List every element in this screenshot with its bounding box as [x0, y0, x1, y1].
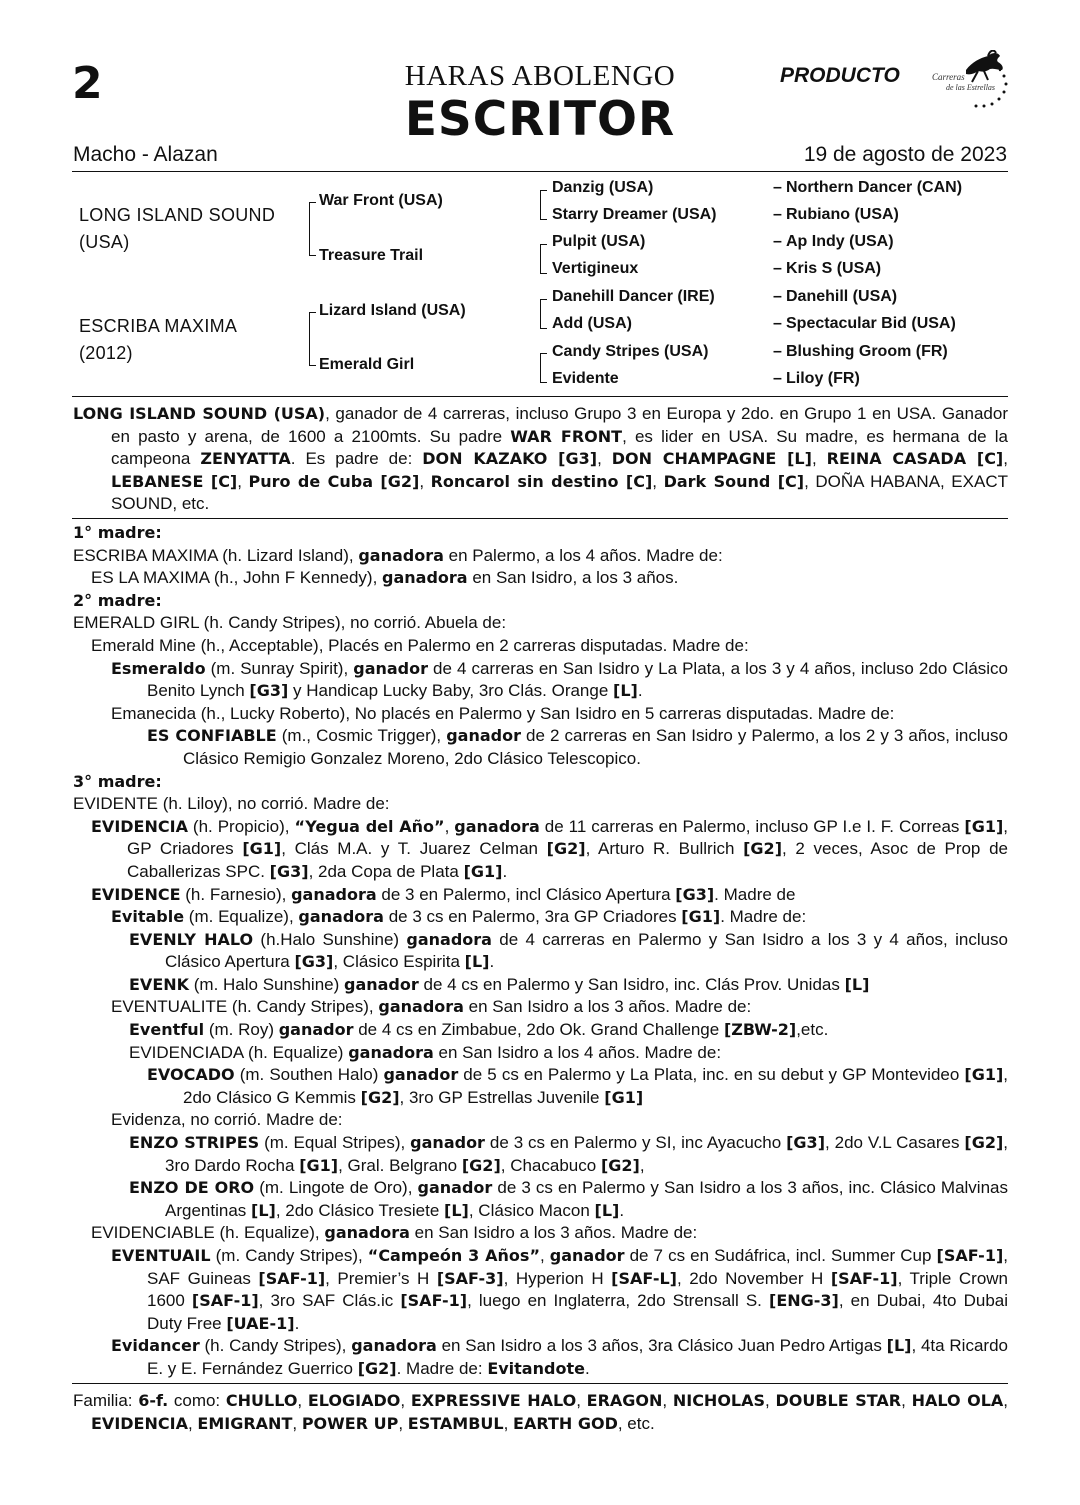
text: , GP Criadores: [127, 816, 1008, 859]
bold-text: ERAGON: [586, 1391, 663, 1410]
text: como:: [168, 1391, 226, 1410]
bold-text: Dark Sound [C]: [663, 471, 805, 491]
text: . Es padre de:: [290, 449, 423, 469]
text: , 3ro Dardo Rocha: [165, 1133, 1008, 1175]
bold-text: [G3]: [675, 884, 715, 904]
bold-text: [G1]: [964, 1065, 1004, 1085]
producto-label: PRODUCTO: [780, 64, 900, 87]
sire-description: [73, 403, 1008, 516]
text: , Clásico Espirita: [333, 952, 465, 972]
bold-text: Evitandote: [487, 1358, 585, 1378]
second-dam-offspring: Emerald Mine (h., Acceptable), Placés en Palermo en 2 carreras disputadas. Madre de:: [91, 635, 749, 655]
horse-name: ESCRITOR: [404, 92, 676, 147]
text: (m. Halo Sunshine): [189, 974, 344, 994]
text: .: [637, 681, 643, 701]
text: en San Isidro a los 4 años. Madre de:: [433, 1042, 722, 1062]
bold-text: [L]: [444, 1200, 469, 1220]
bold-text: ganador: [343, 974, 419, 994]
third-dam-entry: [73, 1335, 1008, 1380]
bold-text: ganadora: [298, 907, 384, 927]
bold-text: ganadora: [291, 884, 377, 904]
bold-text: [L]: [613, 681, 638, 701]
second-dam-grandchild: [73, 658, 1008, 703]
sire-divider: [72, 518, 1008, 519]
pedigree-bracket: [309, 312, 310, 366]
pedigree-bracket: [540, 244, 541, 274]
bold-text: EVENTUAIL: [111, 1246, 211, 1265]
third-dam-entry: [73, 1132, 1008, 1177]
third-dam-entry: [73, 1064, 1008, 1109]
bold-text: ENZO STRIPES: [129, 1133, 260, 1153]
text: (m. Candy Stripes),: [210, 1246, 368, 1265]
pedigree-bracket: [540, 353, 541, 383]
logo-text-estrellas: de las Estrellas: [946, 83, 996, 92]
bold-text: [L]: [464, 952, 490, 972]
pedigree-g4: Blushing Groom (FR): [786, 343, 948, 360]
bold-text: [ENG-3]: [769, 1291, 839, 1311]
text: ,: [652, 471, 664, 491]
text: , 2do V.L Casares: [825, 1133, 965, 1153]
sire-origin: (USA): [79, 232, 130, 252]
text: . Madre de: [714, 884, 796, 904]
text: , Arturo R. Bullrich: [585, 839, 744, 859]
bold-text: ganadora: [378, 997, 464, 1017]
dash: –: [773, 179, 782, 196]
sex-color: Macho - Alazan: [73, 143, 218, 166]
text: de 3 en Palermo, incl Clásico Apertura: [376, 884, 676, 904]
text: , Hyperion H: [503, 1268, 612, 1288]
text: , 3ro SAF Clás.ic: [258, 1291, 401, 1311]
text: ,: [297, 1391, 308, 1410]
text: (h. Farnesio),: [180, 884, 292, 904]
bold-text: [L]: [886, 1336, 912, 1356]
text: (m. Equalize),: [184, 907, 299, 927]
second-dam-heading: 2° madre:: [73, 590, 162, 610]
bold-text: ganador: [417, 1178, 493, 1198]
bold-text: [G1]: [299, 1155, 339, 1175]
text: (h. Candy Stripes),: [199, 1336, 352, 1356]
bold-text: [L]: [594, 1200, 620, 1220]
bold-text: [G1]: [681, 907, 721, 927]
text: EVIDENCIADA (h. Equalize): [129, 1042, 349, 1062]
bold-text: ganadora: [358, 545, 444, 565]
bold-text: LEBANESE [C]: [111, 471, 238, 491]
bold-text: EMIGRANT: [197, 1413, 293, 1433]
bold-text: ganador: [353, 658, 429, 678]
bold-text: HALO OLA: [911, 1391, 1004, 1410]
bold-text: EVIDENCIA: [91, 816, 188, 836]
bold-text: EVENLY HALO: [129, 929, 254, 949]
first-dam-offspring: [73, 567, 1008, 590]
bold-text: Eventful: [129, 1020, 205, 1040]
bold-text: [SAF-1]: [191, 1291, 259, 1311]
bold-text: ganadora: [454, 816, 540, 836]
text: Familia:: [73, 1391, 139, 1410]
text: .: [584, 1358, 590, 1378]
text: ,: [597, 449, 612, 469]
text: . Madre de:: [720, 907, 807, 927]
text: , Gral. Belgrano: [338, 1155, 462, 1175]
dash: –: [773, 206, 782, 223]
bold-text: EVIDENCIA: [91, 1413, 188, 1433]
dam-name: ESCRIBA MAXIMA: [79, 316, 238, 336]
granddam-maternal: Emerald Girl: [319, 356, 415, 373]
text: Evidenza, no corrió. Madre de:: [111, 1110, 343, 1130]
bold-text: “Campeón 3 Años”: [367, 1246, 540, 1265]
text: , 2do Clásico G Kemmis: [183, 1065, 1009, 1107]
pedigree-g3: Vertigineux: [552, 260, 639, 277]
text: , Premier’s H: [325, 1268, 437, 1288]
bold-text: ganadora: [348, 1042, 434, 1062]
second-dam-offspring: Emanecida (h., Lucky Roberto), No placés en Palermo y San Isidro en 5 carreras disputadas. Madre de:: [111, 703, 895, 723]
header-divider: [72, 171, 1008, 172]
third-dam-entry: [73, 1245, 1008, 1335]
bold-text: 6-f.: [138, 1391, 169, 1410]
third-dam-heading: 3° madre:: [73, 771, 162, 791]
dash: –: [773, 233, 782, 250]
third-dam-entry: [73, 906, 1008, 929]
text: ,: [1003, 449, 1008, 469]
bold-text: [SAF-L]: [611, 1268, 677, 1288]
logo-text-carreras: Carreras: [932, 72, 965, 82]
text: . Madre de:: [396, 1358, 488, 1378]
text: y Handicap Lucky Baby, 3ro Clás. Orange: [288, 681, 614, 701]
pedigree-g3: Evidente: [552, 370, 619, 387]
bold-text: [G3]: [269, 861, 309, 881]
text: ,: [765, 1391, 776, 1410]
bold-text: [G2]: [461, 1155, 501, 1175]
sire-name: LONG ISLAND SOUND: [79, 205, 276, 225]
bold-text: Esmeraldo: [111, 658, 206, 678]
bold-text: [ZBW-2]: [723, 1020, 797, 1040]
pedigree-g3: Candy Stripes (USA): [552, 343, 709, 360]
text: en San Isidro a los 3 años, 3ra Clásico Juan Pedro Artigas: [436, 1336, 887, 1356]
text: ,: [662, 1391, 673, 1410]
text: ,: [539, 1246, 550, 1265]
text: , luego en Inglaterra, 2do Strensall S.: [467, 1291, 769, 1311]
third-dam-entry: [73, 1019, 1008, 1042]
bold-text: EXPRESSIVE HALO: [410, 1391, 577, 1410]
text: .: [489, 952, 495, 972]
text: , 2 veces, Asoc de Prop de Caballerizas SPC.: [127, 839, 1008, 881]
pedigree-bracket: [309, 202, 310, 256]
third-dam-entry: [73, 884, 1008, 907]
pedigree-bracket: [540, 190, 541, 220]
text: , en Dubai, 4to Dubai Duty Free: [147, 1291, 1009, 1333]
text: , 4ta Ricardo E. y E. Fernández Guerrico: [147, 1336, 1008, 1378]
text: , 2do November H: [676, 1268, 831, 1288]
bold-text: DOUBLE STAR: [775, 1391, 902, 1410]
pedigree-g4: Northern Dancer (CAN): [786, 179, 963, 196]
dash: –: [773, 370, 782, 387]
bold-text: [G1]: [604, 1087, 644, 1107]
bold-text: [G1]: [242, 839, 282, 859]
text: de 2 carreras en San Isidro y Palermo, a los 2 y 3 años, incluso Clásico Remigio Gonzalez Moreno, 2do Clásico Telescopico.: [183, 726, 1009, 768]
text: ,: [576, 1391, 587, 1410]
bold-text: ganador: [549, 1246, 625, 1265]
text: ,: [292, 1413, 302, 1433]
bold-text: ganador: [383, 1065, 459, 1085]
bold-text: [G3]: [294, 952, 334, 972]
pedigree-g4: Liloy (FR): [786, 370, 860, 387]
text: , Chacabuco: [500, 1155, 601, 1175]
bold-text: [G2]: [357, 1358, 397, 1378]
pedigree-g3: Starry Dreamer (USA): [552, 206, 717, 223]
bold-text: [L]: [844, 974, 870, 994]
bold-text: [SAF-1]: [258, 1268, 326, 1288]
bold-text: ganador: [278, 1020, 354, 1040]
third-dam-entry: [73, 1109, 1008, 1132]
text: , ganador de 4 carreras, incluso Grupo 3 en Europa y 2do. en Grupo 1 en USA. Ganador en pasto y arena, de 1600 a 2100mts. Su padre: [111, 404, 1008, 446]
first-dam-line: [73, 545, 1008, 568]
grandsire-maternal: Lizard Island (USA): [319, 302, 466, 319]
bold-text: [G3]: [786, 1133, 825, 1153]
bold-text: EVIDENCE: [91, 884, 181, 904]
bold-text: POWER UP: [301, 1413, 399, 1433]
text: de 7 cs en Sudáfrica, incl. Summer Cup: [624, 1246, 937, 1265]
bold-text: CHULLO: [225, 1391, 298, 1410]
text: en San Isidro a los 3 años. Madre de:: [409, 1223, 698, 1243]
text: .: [294, 1313, 300, 1333]
pedigree-g3: Pulpit (USA): [552, 233, 646, 250]
pedigree-g4: Spectacular Bid (USA): [786, 315, 956, 332]
text: de 4 cs en Palermo y San Isidro, inc. Clás Prov. Unidas: [418, 974, 845, 994]
text: ,: [901, 1391, 912, 1410]
bold-text: EVOCADO: [147, 1065, 235, 1085]
text: ,: [187, 1413, 198, 1433]
dam-year: (2012): [79, 343, 133, 363]
text: de 4 carreras en Palermo y San Isidro a los 3 y 4 años, incluso Clásico Apertura: [165, 929, 1009, 972]
text: ,: [444, 816, 455, 836]
bold-text: WAR FRONT: [510, 426, 623, 446]
bold-text: ganadora: [324, 1223, 410, 1243]
bold-text: ganadora: [351, 1336, 437, 1356]
bold-text: [G2]: [546, 839, 586, 859]
text: de 4 carreras en San Isidro y La Plata, a los 3 y 4 años, incluso 2do Clásico Benito Lynch: [147, 658, 1009, 701]
text: EVIDENCIABLE (h. Equalize),: [91, 1223, 325, 1243]
text: , Clás M.A. y T. Juarez Celman: [281, 839, 547, 859]
dash: –: [773, 343, 782, 360]
text: (m. Roy): [204, 1020, 279, 1040]
grandsire-paternal: War Front (USA): [319, 192, 443, 209]
text: ,: [237, 471, 249, 491]
bold-text: ELOGIADO: [307, 1391, 401, 1410]
pedigree-g4: Danehill (USA): [786, 288, 898, 305]
text: ,: [400, 1391, 411, 1410]
pedigree-bracket: [540, 299, 541, 329]
third-dam-entry: [73, 1222, 1008, 1245]
lot-number: 2: [72, 58, 103, 109]
text: (m. Southen Halo): [234, 1065, 384, 1085]
pedigree-g4: Ap Indy (USA): [786, 233, 894, 250]
bold-text: [L]: [251, 1200, 276, 1220]
text: de 3 cs en Palermo, 3ra GP Criadores: [383, 907, 682, 927]
pedigree-g3: Danzig (USA): [552, 179, 654, 196]
bold-text: EARTH GOD: [513, 1413, 618, 1433]
text: (m. Sunray Spirit),: [205, 658, 354, 678]
bold-text: ganadora: [406, 929, 492, 949]
text: , 2do Clásico Tresiete: [275, 1200, 445, 1220]
text: ,: [811, 449, 827, 469]
birth-date: 19 de agosto de 2023: [803, 143, 1007, 166]
bold-text: [SAF-1]: [830, 1268, 898, 1288]
text: , SAF Guineas: [147, 1246, 1008, 1288]
text: , Triple Crown 1600: [147, 1268, 1009, 1311]
bold-text: EVENK: [129, 974, 190, 994]
text: , 3ro GP Estrellas Juvenile: [399, 1087, 605, 1107]
bold-text: [G2]: [600, 1155, 640, 1175]
bold-text: [G2]: [743, 839, 782, 859]
text: (m., Cosmic Trigger),: [276, 726, 447, 746]
family-section: [73, 1390, 1008, 1435]
sire-paragraph: [73, 403, 1008, 516]
third-dam-line: EVIDENTE (h. Liloy), no corrió. Madre de:: [73, 794, 390, 814]
text: , Clásico Macon: [468, 1200, 595, 1220]
bold-text: [G2]: [964, 1133, 1004, 1153]
text: ,: [419, 471, 431, 491]
pedigree-g3: Add (USA): [552, 315, 632, 332]
dash: –: [773, 260, 782, 277]
pedigree-g3: Danehill Dancer (IRE): [552, 288, 715, 305]
text: de 4 cs en Zimbabue, 2do Ok. Grand Challenge: [353, 1020, 724, 1040]
bold-text: [G1]: [463, 861, 503, 881]
bold-text: ESTAMBUL: [407, 1413, 504, 1433]
text: , DOÑA HABANA, EXACT SOUND, etc.: [111, 471, 1008, 514]
text: (m. Lingote de Oro),: [254, 1178, 418, 1198]
bold-text: [G3]: [249, 681, 289, 701]
bold-text: [G2]: [360, 1087, 400, 1107]
bold-text: [G1]: [964, 816, 1004, 836]
bold-text: ES CONFIABLE: [147, 726, 277, 746]
family-divider: [72, 1383, 1008, 1384]
second-dam-grandchild: [73, 725, 1008, 770]
text: en San Isidro a los 3 años. Madre de:: [463, 997, 752, 1017]
text: ,: [1003, 1391, 1009, 1410]
text: EVENTUALITE (h. Candy Stripes),: [111, 997, 379, 1017]
text: .: [619, 1200, 625, 1220]
text: .: [502, 861, 508, 881]
text: (h.Halo Sunshine): [253, 929, 407, 949]
text: ,etc.: [796, 1020, 829, 1040]
bold-text: Evitable: [111, 907, 185, 927]
text: ,: [639, 1155, 645, 1175]
bold-text: [UAE-1]: [226, 1313, 295, 1333]
third-dam-entry: [73, 1177, 1008, 1222]
third-dam-entry: [73, 974, 1008, 997]
bold-text: NICHOLAS: [672, 1391, 766, 1410]
bold-text: Puro de Cuba [G2]: [248, 471, 420, 491]
first-dam-heading: 1° madre:: [73, 523, 162, 542]
bold-text: “Yegua del Año”: [294, 816, 445, 836]
text: de 3 cs en Palermo y SI, inc Ayacucho: [484, 1133, 787, 1153]
bold-text: ENZO DE ORO: [129, 1178, 255, 1198]
text: en Palermo, a los 4 años. Madre de:: [443, 545, 723, 565]
bold-text: ganadora: [382, 568, 468, 588]
bold-text: DON KAZAKO [G3]: [422, 449, 598, 469]
stud-name: HARAS ABOLENGO: [404, 60, 676, 92]
third-dam-entry: [73, 929, 1008, 974]
bold-text: ganador: [446, 726, 521, 746]
text: ES LA MAXIMA (h., John F Kennedy),: [91, 568, 383, 588]
bold-text: Roncarol sin destino [C]: [430, 471, 653, 491]
text: ,: [398, 1413, 408, 1433]
bold-text: [SAF-3]: [436, 1268, 504, 1288]
text: de 5 cs en Palermo y La Plata, inc. en su debut y GP Montevideo: [458, 1065, 965, 1085]
bold-text: ZENYATTA: [200, 449, 291, 469]
text: ,: [503, 1413, 514, 1433]
bold-text: REINA CASADA [C]: [826, 449, 1004, 469]
dam-family: [73, 522, 1008, 1381]
bold-text: [SAF-1]: [936, 1246, 1004, 1265]
bold-text: Evidancer: [111, 1336, 200, 1356]
pedigree-g4: Kris S (USA): [786, 260, 882, 277]
text: ESCRIBA MAXIMA (h. Lizard Island),: [73, 545, 359, 565]
text: (m. Equal Stripes),: [259, 1133, 411, 1153]
dash: –: [773, 315, 782, 332]
pedigree-divider: [72, 396, 1008, 397]
text: de 3 cs en Palermo y San Isidro a los 3 años, inc. Clásico Malvinas Argentinas: [165, 1178, 1008, 1220]
familia-line: [73, 1390, 1008, 1435]
text: de 11 carreras en Palermo, incluso GP I.e I. F. Correas: [539, 816, 965, 836]
text: (h. Propicio),: [187, 816, 295, 836]
third-dam-entry: [73, 816, 1008, 884]
granddam-paternal: Treasure Trail: [319, 247, 424, 264]
text: , etc.: [617, 1413, 655, 1433]
pedigree-g4: Rubiano (USA): [786, 206, 899, 223]
bold-text: ganador: [410, 1133, 485, 1153]
third-dam-entry: [73, 996, 1008, 1019]
text: , es lider en USA. Su madre, es hermana de la campeona: [111, 426, 1009, 469]
third-dam-entry: [73, 1042, 1008, 1065]
dash: –: [773, 288, 782, 305]
bold-text: LONG ISLAND SOUND (USA): [73, 404, 326, 423]
text: en San Isidro, a los 3 años.: [467, 568, 679, 588]
bold-text: [SAF-1]: [400, 1291, 468, 1311]
second-dam-line: EMERALD GIRL (h. Candy Stripes), no corrió. Abuela de:: [73, 613, 507, 633]
bold-text: DON CHAMPAGNE [L]: [611, 449, 812, 469]
text: , 2da Copa de Plata: [308, 861, 464, 881]
